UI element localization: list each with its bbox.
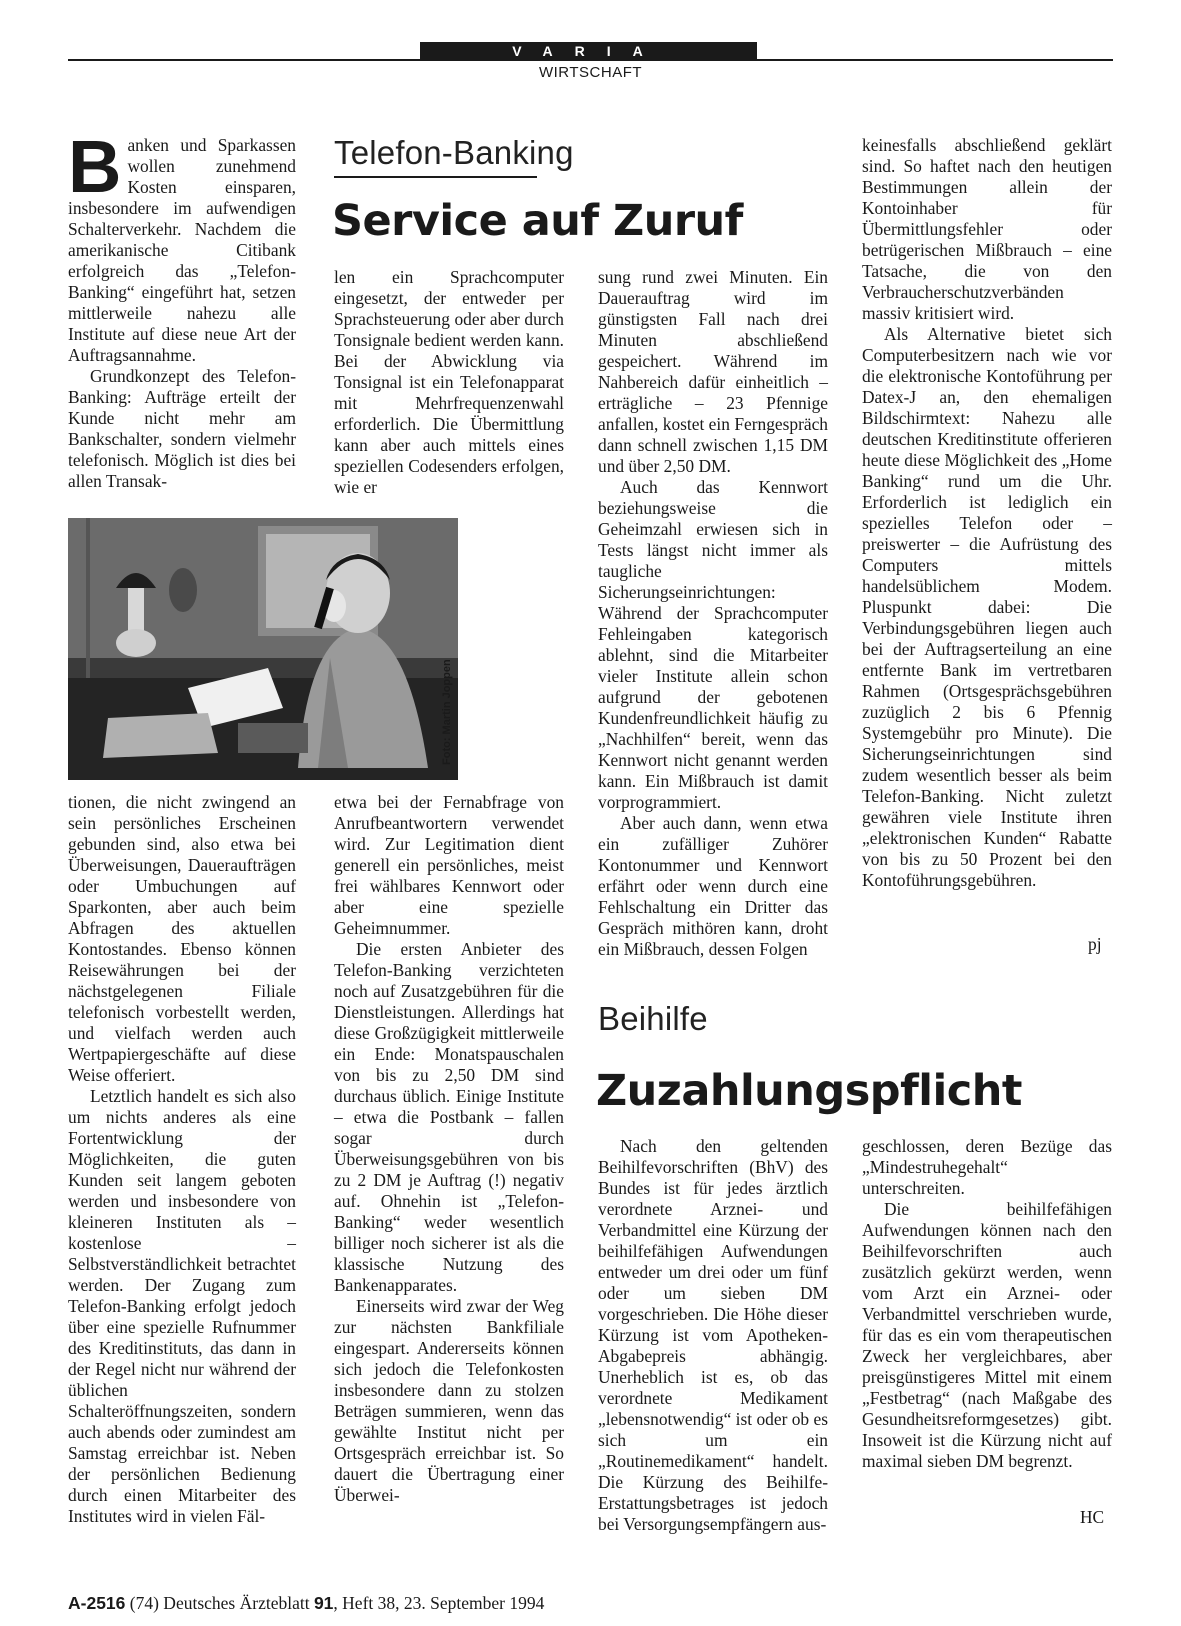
article1-col2-p4: Einerseits wird zwar der Weg zur nächsten Bankfiliale eingespart. Andererseits können sich jedoch die Telefonkosten insbesondere dann zu stolzen Beträgen summieren, wenn das gewählte Institut nicht per Ortsgespräch erreichbar ist. So dauert die Übertragung einer Überwei- [334, 1296, 564, 1505]
article2-col1-p1: Nach den geltenden Beihilfevorschriften (BhV) des Bundes ist für jedes ärztlich verordnete Arznei- und Verbandmittel eine Kürzung der beihilfefähigen Aufwendungen entweder um drei oder um fünf oder um sieben DM vorgeschrieben. Die Höhe dieser Kürzung ist vom Apotheken-Abgabepreis abhängig. Unerheblich ist es, ob das verordnete Medikament „lebensnotwendig“ ist oder ob es sich um ein „Routinemedikament“ handelt. Die Kürzung des Beihilfe-Erstattungsbetrages ist jedoch bei Versorgungsempfängern aus- [598, 1136, 828, 1534]
article1-col2-p2: etwa bei der Fernabfrage von Anrufbeantwortern verwendet wird. Zur Legitimation dient generell ein persönliches, meist frei wählbares Kennwort oder aber eine spezielle Geheimnummer. [334, 792, 564, 938]
footer-issue: (74) Deutsches Ärzteblatt [129, 1593, 310, 1613]
article1-col2-p3: Die ersten Anbieter des Telefon-Banking verzichteten noch auf Zusatzgebühren für die Dienstleistungen. Allerdings hat diese Großzügigkeit mittlerweile ein Ende: Monatspauschalen von bis zu 2,50 DM sind durchaus üblich. Einige Institute – etwa die Postbank – fallen sogar durch Überweisungsgebühren von bis zu 2 DM je Auftrag (!) negativ auf. Ohnehin ist „Telefon-Banking“ weder wesentlich billiger noch sicherer ist als die klassische Nutzung des Bankenapparates. [334, 939, 564, 1295]
article2-col2-p1: geschlossen, deren Bezüge das „Mindestruhegehalt“ unterschreiten. [862, 1136, 1112, 1198]
article1-col1-p4: Letztlich handelt es sich also um nichts anderes als eine Fortentwicklung der Möglichkeiten, die guten Kunden seit langem geboten werden und insbesondere von kleineren Instituten als – kostenlose – Selbstverständlichkeit betrachtet werden. Der Zugang zum Telefon-Banking erfolgt jedoch über eine spezielle Rufnummer des Kreditinstituts, das dann in der Regel nicht nur während der üblichen Schalteröffnungszeiten, sondern auch abends oder zumindest am Samstag erreichbar ist. Neben der persönlichen Bedienung durch einen Mitarbeiter des Institutes wird in vielen Fäl- [68, 1086, 296, 1526]
article2-col2-p2: Die beihilfefähigen Aufwendungen können nach den Beihilfevorschriften auch zusätzlich gekürzt werden, wenn vom Arzt ein Arznei- oder Verbandmittel verschrieben wurde, für das es ein vom therapeutischen Zweck her vergleichbares, aber preisgünstigeres Mittel mit einem „Festbetrag“ (nach Maßgabe des Gesundheitsreformgesetzes) gibt. Insoweit ist die Kürzung nicht auf maximal sieben DM begrenzt. [862, 1199, 1112, 1471]
article1-col1-top [68, 125, 296, 492]
photo-credit: Foto: Martin Joppen [441, 659, 453, 765]
article1-kicker: Telefon-Banking [334, 134, 574, 171]
section-label: WIRTSCHAFT [538, 64, 643, 81]
article1-col4-p2: Als Alternative bietet sich Computerbesitzern nach wie vor die elektronische Kontoführung per Datex-J an, den ehemaligen Bildschirmtext: Nahezu alle deutschen Kreditinstitute offerieren heute diese Möglichkeit des „Home Banking“ rund um die Uhr. Erforderlich ist lediglich ein spezielles Telefon oder – preiswerter – die Aufrüstung des Computers mittels handelsüblichem Modem. Pluspunkt dabei: Die Verbindungsgebühren liegen auch bei der Auftragserteilung an eine entfernte Bank im vertretbaren Rahmen (Ortsgesprächsgebühren zuzüglich 2 bis 6 Pfennig Systemgebühr pro Minute). Die Sicherungseinrichtungen sind zudem wesentlich besser als beim Telefon-Banking. Nicht zuletzt gewähren viele Institute ihren „elektronischen Kunden“ Rabatte von bis zu 50 Prozent bei den Kontoführungsgebühren. [862, 324, 1112, 890]
article1-col1-p1: anken und Sparkassen wollen zunehmend Kosten einsparen, insbesondere im aufwendigen Schalterverkehr. Nachdem die amerikanische Citibank erfolgreich das „Telefon-Banking“ eingeführt hat, setzen mittlerweile nahezu alle Institute auf diese neue Art der Auftragsannahme. [68, 135, 296, 365]
photo-man-on-telephone [68, 518, 458, 780]
article1-kicker-rule [334, 176, 537, 178]
article1-col2-top [334, 267, 564, 498]
page-number: A-2516 [68, 1593, 126, 1613]
article1-col2-p1: len ein Sprachcomputer eingesetzt, der entweder per Sprachsteuerung oder aber durch Tonsignale bedient werden kann. Bei der Abwicklung via Tonsignal ist ein Telefonapparat mit Mehrfrequenzenwahl erforderlich. Die Übermittlung kann aber auch mittels eines speziellen Codesenders erfolgen, wie er [334, 267, 564, 497]
article1-col1-bottom [68, 792, 296, 1527]
article1-col3-p1: sung rund zwei Minuten. Ein Dauerauftrag wird im günstigsten Fall nach drei Minuten abschließend gespeichert. Während im Nahbereich dafür einheitlich – erträgliche – 23 Pfennige anfallen, kostet ein Ferngespräch dann schnell zwischen 1,15 DM und über 2,50 DM. [598, 267, 828, 476]
footer-volume: 91 [313, 1593, 334, 1613]
article1-col3 [598, 267, 828, 960]
article2-col2 [862, 1136, 1112, 1472]
article2-headline: Zuzahlungspflicht [596, 1066, 1022, 1116]
article1-col1-p3: tionen, die nicht zwingend an sein persönliches Erscheinen gebunden sind, also etwa bei Überweisungen, Daueraufträgen oder Umbuchungen auf Sparkonten, aber auch beim Abfragen des aktuellen Kontostandes. Ebenso können Reisewährungen bei der nächstgelegenen Filiale telefonisch vorbestellt werden, und vielfach werden auch Wertpapiergeschäfte auf diese Weise offeriert. [68, 792, 296, 1085]
rubric-bar: VARIA [420, 42, 757, 60]
article1-col3-p2: Auch das Kennwort beziehungsweise die Geheimzahl erwiesen sich in Tests längst nicht immer als taugliche Sicherungseinrichtungen: Während der Sprachcomputer Fehleingaben kategorisch ablehnt, sind die Mitarbeiter vieler Institute allein schon aufgrund der gebotenen Kundenfreundlichkeit häufig zu „Nachhilfen“ bereit, wenn das Kennwort nicht genannt werden kann. Ein Mißbrauch ist damit vorprogrammiert. [598, 477, 828, 812]
page-footer [68, 1593, 544, 1614]
article1-col4-p1: keinesfalls abschließend geklärt sind. So haftet nach den heutigen Bestimmungen allein der Kontoinhaber für Übermittlungsfehler oder betrügerischen Mißbrauch – eine Tatsache, die von den Verbraucherschutzverbänden massiv kritisiert wird. [862, 135, 1112, 323]
dropcap: B [68, 125, 122, 208]
article-photo [68, 518, 458, 780]
header-rule [68, 59, 1113, 61]
article2-signature: HC [1080, 1507, 1105, 1527]
article1-col4 [862, 135, 1112, 891]
footer-date: , Heft 38, 23. September 1994 [333, 1593, 545, 1613]
article1-signature: pj [1088, 934, 1102, 954]
article1-col3-p3: Aber auch dann, wenn etwa ein zufälliger Zuhörer Kontonummer und Kennwort erfährt oder wenn durch eine Fehlschaltung ein Dritter das Gespräch mithören kann, droht ein Mißbrauch, dessen Folgen [598, 813, 828, 959]
article2-col1 [598, 1136, 828, 1535]
article1-col2-bottom [334, 792, 564, 1506]
article1-col1-p2: Grundkonzept des Telefon-Banking: Aufträge erteilt der Kunde nicht mehr am Bankschalter, sondern vielmehr telefonisch. Möglich ist dies bei allen Transak- [68, 366, 296, 491]
article2-kicker: Beihilfe [598, 1000, 708, 1037]
article1-headline: Service auf Zuruf [332, 196, 743, 246]
